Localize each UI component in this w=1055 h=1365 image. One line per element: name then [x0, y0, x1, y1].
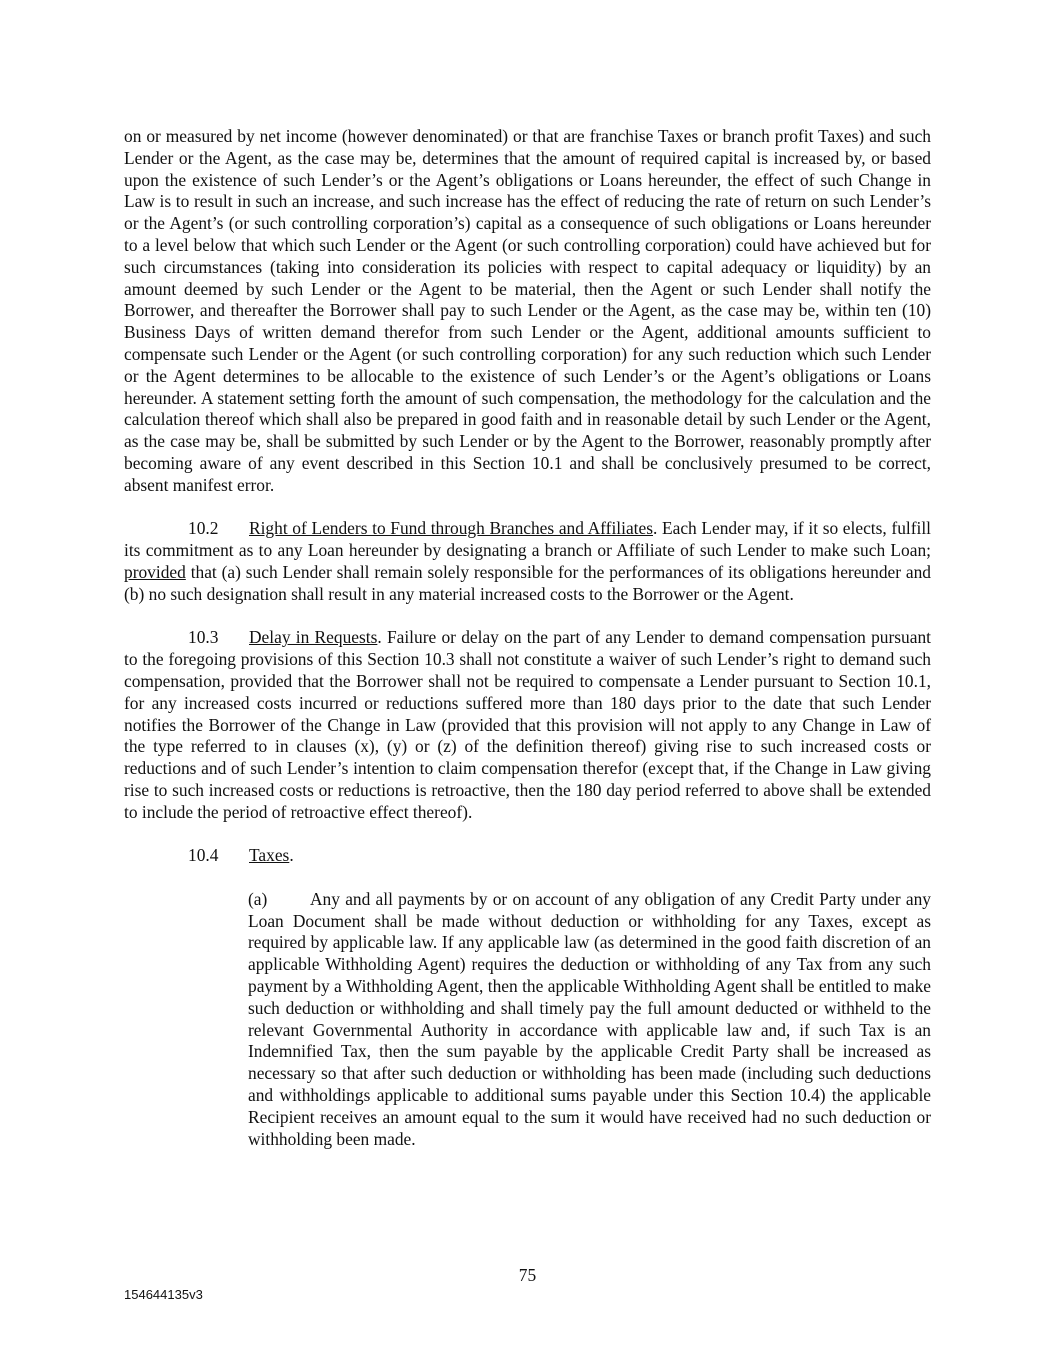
- section-10-3: [124, 627, 931, 823]
- intro-paragraph-text: on or measured by net income (however denominated) or that are franchise Taxes or branch profit Taxes) and such Lender or the Agent, as the case may be, determines that the amount of required capital is increased by, or based upon the existence of such Lender’s or the Agent’s obligations or Loans hereunder, the effect of such Change in Law is to result in such an increase, and such increase has the effect of reducing the rate of return on such Lender’s or the Agent’s (or such controlling corporation’s) capital as a consequence of such obligations or Loans hereunder to a level below that which such Lender or the Agent (or such controlling corporation) could have achieved but for such circumstances (taking into consideration its policies with respect to capital adequacy or liquidity) by an amount deemed by such Lender or the Agent to be material, then the Agent or such Lender shall notify the Borrower, and thereafter the Borrower shall pay to such Lender or the Agent, as the case may be, within ten (10) Business Days of written demand therefor from such Lender or the Agent, additional amounts sufficient to compensate such Lender or the Agent (or such controlling corporation) for any such reduction which such Lender or the Agent determines to be allocable to the existence of such Lender’s or the Agent’s obligations or Loans hereunder. A statement setting forth the amount of such compensation, the methodology for the calculation and the calculation thereof which shall also be prepared in good faith and in reasonable detail by such Lender or the Agent, as the case may be, shall be submitted by such Lender or by the Agent to the Borrower, reasonably promptly after becoming aware of any event described in this Section 10.1 and shall be conclusively presumed to be correct, absent manifest error.: [124, 126, 931, 495]
- section-10-4: [124, 845, 931, 867]
- provided-term: provided: [124, 561, 186, 582]
- subsection-text: Any and all payments by or on account of any obligation of any Credit Party under any Loan Document shall be made without deduction or withholding for any Taxes, except as required by applicable law. If any applicable law (as determined in the good faith discretion of an applicable Withholding Agent) requires the deduction or withholding of any Tax from any such payment by a Withholding Agent, then the applicable Withholding Agent shall be entitled to make such deduction or withholding and shall timely pay the full amount deducted or withheld to the relevant Governmental Authority in accordance with applicable law and, if such Tax is an Indemnified Tax, then the sum payable by the applicable Credit Party shall be increased as necessary so that after such deduction or withholding has been made (including such deductions and withholdings applicable to additional sums payable under this Section 10.4) the applicable Recipient receives an amount equal to the sum it would have received had no such deduction or withholding been made.: [248, 888, 931, 1149]
- section-10-4-a: [124, 889, 931, 1151]
- page-number: 75: [518, 1265, 537, 1285]
- subsection-label: (a): [248, 888, 268, 909]
- section-text: . Failure or delay on the part of any Lender to demand compensation pursuant to the foregoing provisions of this Section 10.3 shall not constitute a waiver of such Lender’s right to demand such compensation, provided that the Borrower shall not be required to compensate a Lender pursuant to Section 10.1, for any increased costs incurred or reductions suffered more than 180 days prior to the date that such Lender notifies the Borrower of the Change in Law (provided that this provision will not apply to any Change in Law of the type referred to in clauses (x), (y) or (z) of the definition thereof) giving rise to such increased costs or reductions and of such Lender’s intention to claim compensation therefor (except that, if the Change in Law giving rise to such increased costs or reductions is retroactive, then the 180 day period referred to above shall be extended to include the period of retroactive effect thereof).: [124, 627, 931, 822]
- section-number: 10.4: [188, 845, 219, 866]
- section-10-2: [124, 518, 931, 605]
- document-id: 154644135v3: [124, 1287, 203, 1302]
- section-heading-suffix: .: [289, 845, 294, 866]
- section-heading: Taxes: [249, 845, 290, 866]
- section-number: 10.3: [188, 627, 219, 648]
- section-number: 10.2: [188, 518, 219, 539]
- section-text-continued: that (a) such Lender shall remain solely responsible for the performances of its obligations hereunder and (b) no such designation shall result in any material increased costs to the Borrower or the Agent.: [124, 561, 931, 604]
- document-body: [124, 126, 931, 1172]
- section-heading: Right of Lenders to Fund through Branches and Affiliates: [249, 518, 653, 539]
- intro-paragraph: [124, 126, 931, 497]
- section-text: . Each Lender may, if it so elects, fulfill its commitment as to any Loan hereunder by designating a branch or Affiliate of such Lender to make such Loan;: [124, 518, 932, 561]
- section-heading: Delay in Requests: [249, 627, 378, 648]
